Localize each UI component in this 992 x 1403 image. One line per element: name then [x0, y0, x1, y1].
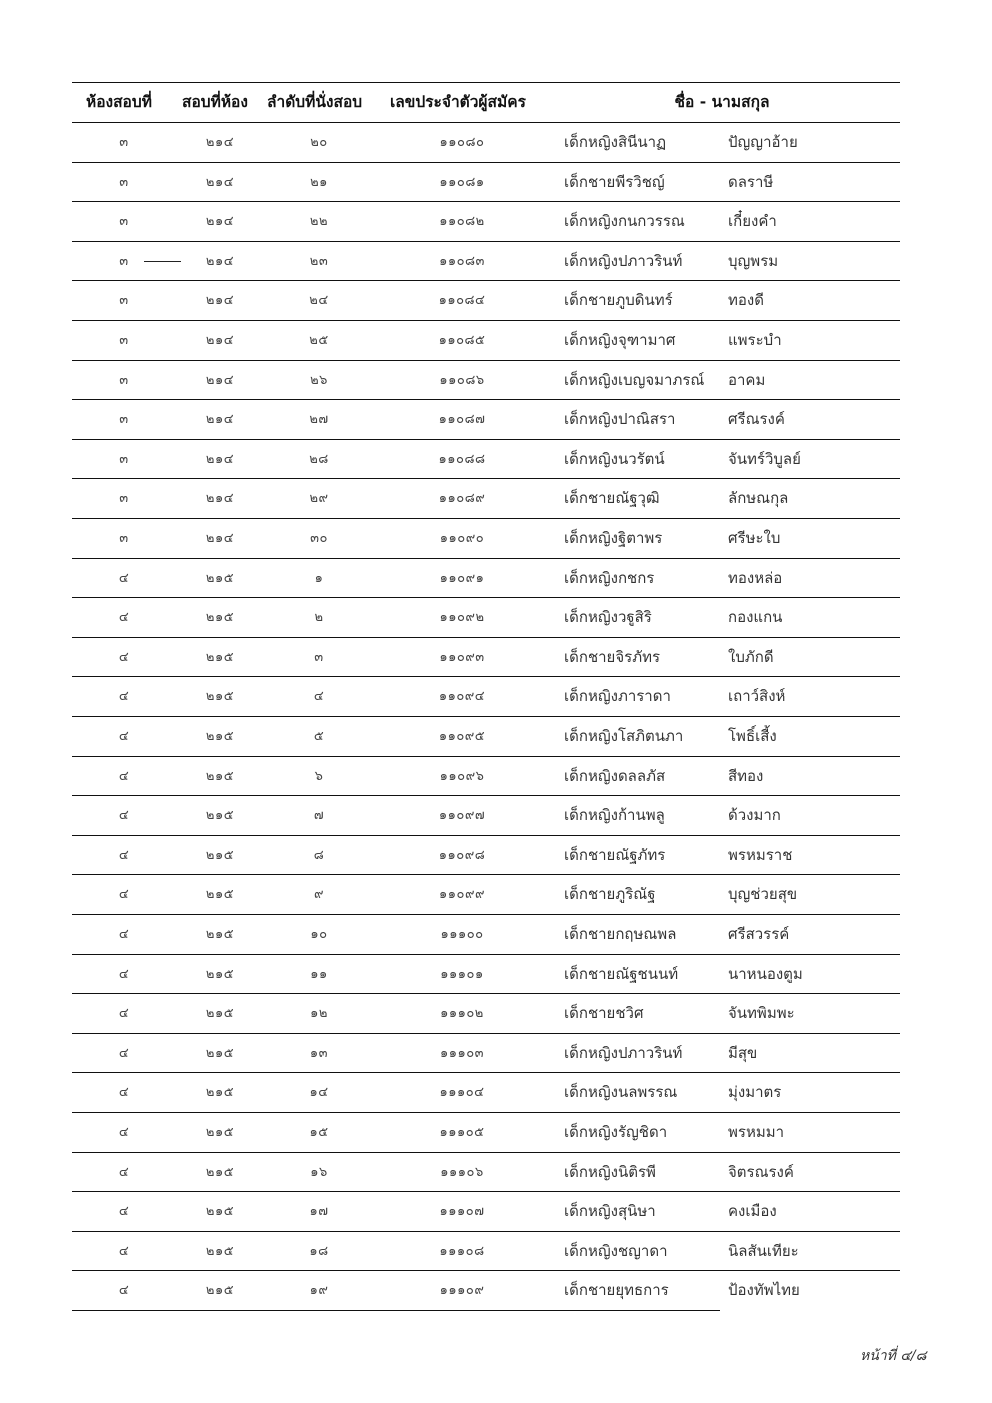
table-row	[72, 954, 900, 994]
table-row	[72, 1231, 900, 1271]
cell-room: ๔	[118, 887, 130, 903]
cell-first-name: เด็กหญิงปภาวรินท์	[564, 1043, 683, 1062]
cell-applicant-id: ๑๑๐๘๔	[438, 293, 486, 309]
cell-last-name: ลักษณกุล	[728, 489, 789, 508]
cell-exam-room: ๒๑๕	[205, 768, 235, 784]
cell-last-name: มุ่งมาตร	[728, 1083, 782, 1102]
cell-applicant-id: ๑๑๑๐๕	[439, 1125, 485, 1140]
cell-exam-room: ๒๑๔	[205, 174, 235, 190]
cell-applicant-id: ๑๑๐๘๖	[439, 372, 485, 388]
cell-applicant-id: ๑๑๐๘๑	[439, 174, 485, 190]
header-room-no: ห้องสอบที่	[86, 93, 152, 111]
cell-applicant-id: ๑๑๑๐๔	[439, 1085, 485, 1101]
cell-first-name: เด็กหญิงดลลภัส	[564, 766, 666, 785]
cell-seat: ๑๐	[310, 927, 328, 942]
cell-seat: ๖	[314, 768, 324, 784]
cell-room: ๓	[119, 253, 129, 269]
cell-room: ๓	[119, 412, 129, 428]
cell-first-name: เด็กหญิงโสภิตนภา	[564, 727, 684, 745]
cell-room: ๔	[118, 1164, 130, 1180]
cell-room: ๔	[118, 1125, 130, 1140]
cell-last-name: ศรีษะใบ	[728, 529, 781, 547]
cell-first-name: เด็กหญิงกชกร	[564, 568, 655, 587]
cell-room: ๓	[119, 491, 129, 507]
cell-seat: ๙	[313, 887, 325, 903]
cell-seat: ๑๙	[309, 1283, 329, 1299]
cell-room: ๓	[119, 174, 129, 190]
cell-first-name: เด็กหญิงนลพรรณ	[564, 1083, 678, 1102]
cell-seat: ๑๒	[310, 1006, 328, 1022]
cell-first-name: เด็กหญิงเบญจมาภรณ์	[564, 370, 705, 389]
cell-room: ๔	[118, 768, 130, 784]
table-row	[72, 1112, 900, 1152]
table-row	[72, 201, 900, 241]
cell-last-name: บุญช่วยสุข	[728, 885, 798, 904]
cell-seat: ๑๕	[309, 1125, 329, 1140]
cell-last-name: โพธิ์เสี้ง	[728, 727, 777, 745]
table-row	[72, 478, 900, 518]
cell-last-name: แพระบำ	[728, 331, 782, 349]
cell-last-name: มีสุข	[728, 1043, 758, 1062]
cell-exam-room: ๒๑๔	[205, 253, 235, 269]
table-row	[72, 993, 900, 1033]
cell-last-name: สีทอง	[728, 766, 764, 785]
cell-room: ๔	[118, 1045, 130, 1061]
cell-last-name: เกี๋ยงคำ	[728, 212, 777, 231]
table-row	[72, 1033, 900, 1073]
cell-exam-room: ๒๑๔	[205, 333, 235, 348]
cell-exam-room: ๒๑๕	[205, 689, 235, 705]
cell-last-name: นิลสันเทียะ	[728, 1241, 799, 1260]
cell-first-name: เด็กหญิงสินีนาฏ	[564, 133, 667, 151]
cell-first-name: เด็กชายภูริณัฐ	[564, 885, 656, 904]
cell-applicant-id: ๑๑๐๘๒	[439, 214, 485, 230]
cell-seat: ๒๔	[309, 293, 329, 309]
cell-last-name: ด้วงมาก	[728, 806, 781, 825]
cell-seat: ๑๓	[309, 1045, 329, 1061]
cell-room: ๓	[119, 135, 129, 150]
table-row	[72, 795, 900, 835]
cell-exam-room: ๒๑๕	[205, 808, 235, 824]
cell-applicant-id: ๑๑๑๐๖	[440, 1164, 484, 1180]
table-row	[72, 280, 900, 320]
cell-first-name: เด็กชายณัฐภัทร	[564, 845, 666, 864]
cell-room: ๓	[119, 214, 129, 230]
cell-seat: ๒๘	[309, 451, 329, 467]
cell-exam-room: ๒๑๔	[205, 451, 235, 467]
table-row	[72, 1191, 900, 1231]
table-row	[72, 439, 900, 479]
cell-last-name: จันทร์วิบูลย์	[728, 449, 801, 468]
cell-room: ๔	[118, 927, 130, 942]
table-row	[72, 597, 900, 637]
cell-applicant-id: ๑๑๑๐๘	[439, 1243, 485, 1259]
cell-room: ๔	[118, 1243, 130, 1259]
table-row	[72, 716, 900, 756]
cell-applicant-id: ๑๑๐๘๗	[438, 412, 486, 428]
cell-room: ๔	[118, 1006, 130, 1022]
header-exam-room: สอบที่ห้อง	[182, 93, 248, 111]
cell-room: ๔	[118, 847, 130, 863]
cell-last-name: ป้องทัพไทย	[728, 1281, 800, 1300]
cell-seat: ๑	[314, 570, 324, 586]
cell-seat: ๕	[313, 729, 325, 744]
cell-first-name: เด็กหญิงกนกวรรณ	[564, 212, 685, 231]
table-row	[72, 1072, 900, 1112]
cell-exam-room: ๒๑๕	[205, 847, 235, 863]
cell-first-name: เด็กหญิงจุฑามาศ	[564, 331, 676, 349]
cell-applicant-id: ๑๑๑๐๓	[439, 1045, 485, 1061]
cell-applicant-id: ๑๑๐๙๗	[438, 808, 486, 824]
cell-seat: ๑๑	[310, 966, 328, 982]
cell-room: ๓	[119, 293, 129, 309]
cell-last-name: ทองหล่อ	[728, 568, 783, 587]
cell-seat: ๒	[314, 610, 324, 626]
cell-last-name: บุญพรม	[728, 251, 779, 270]
cell-applicant-id: ๑๑๐๘๕	[438, 333, 486, 348]
cell-exam-room: ๒๑๔	[205, 412, 235, 428]
cell-exam-room: ๒๑๕	[205, 1204, 235, 1220]
cell-seat: ๑๗	[309, 1204, 329, 1220]
cell-first-name: เด็กหญิงรัญชิดา	[564, 1123, 668, 1141]
cell-seat: ๒๖	[310, 372, 328, 388]
cell-room: ๔	[118, 966, 130, 982]
table-row	[72, 1270, 900, 1310]
cell-seat: ๒๓	[309, 253, 329, 269]
table-header	[72, 82, 900, 122]
cell-seat: ๒๙	[309, 491, 329, 507]
cell-room: ๔	[118, 570, 130, 586]
table-row	[72, 874, 900, 914]
cell-seat: ๒๒	[309, 214, 329, 230]
cell-applicant-id: ๑๑๐๙๘	[438, 847, 486, 863]
cell-last-name: ดลราษี	[728, 172, 774, 191]
table-row	[72, 320, 900, 360]
stray-dash-mark	[144, 261, 181, 262]
cell-exam-room: ๒๑๔	[205, 372, 235, 388]
cell-applicant-id: ๑๑๑๐๙	[439, 1283, 485, 1299]
cell-last-name: นาหนองตูม	[728, 964, 803, 983]
cell-seat: ๑๖	[310, 1164, 328, 1180]
table-row	[72, 162, 900, 202]
cell-applicant-id: ๑๑๐๙๒	[439, 610, 485, 626]
cell-last-name: ศรีณรงค์	[728, 410, 785, 429]
cell-applicant-id: ๑๑๑๐๒	[440, 1006, 484, 1022]
cell-exam-room: ๒๑๕	[205, 649, 235, 665]
table-row	[72, 676, 900, 716]
cell-first-name: เด็กหญิงสุนิษา	[564, 1202, 656, 1221]
cell-room: ๔	[118, 1283, 130, 1299]
cell-seat: ๒๗	[309, 412, 329, 428]
table-row	[72, 558, 900, 598]
cell-first-name: เด็กหญิงนิติรพี	[564, 1162, 656, 1181]
cell-last-name: ใบภักดี	[728, 647, 774, 666]
table-row	[72, 835, 900, 875]
cell-exam-room: ๒๑๕	[205, 1006, 235, 1022]
cell-applicant-id: ๑๑๐๙๐	[439, 531, 485, 546]
cell-first-name: เด็กชายชวิศ	[564, 1004, 644, 1023]
cell-exam-room: ๒๑๕	[205, 966, 235, 982]
cell-applicant-id: ๑๑๑๐๗	[439, 1204, 485, 1220]
table-row	[72, 1152, 900, 1192]
cell-exam-room: ๒๑๕	[205, 1085, 235, 1101]
cell-applicant-id: ๑๑๑๐๑	[440, 966, 484, 982]
cell-exam-room: ๒๑๔	[205, 531, 235, 546]
cell-first-name: เด็กชายจิรภัทร	[564, 647, 661, 666]
cell-exam-room: ๒๑๕	[205, 1045, 235, 1061]
cell-first-name: เด็กหญิงปภาวรินท์	[564, 251, 683, 270]
cell-applicant-id: ๑๑๐๙๑	[439, 570, 485, 586]
table-row	[72, 518, 900, 558]
cell-room: ๓	[119, 333, 129, 348]
cell-first-name: เด็กชายภูบดินทร์	[564, 291, 673, 310]
header-applicant-id: เลขประจำตัวผู้สมัคร	[390, 93, 526, 111]
cell-room: ๓	[119, 451, 129, 467]
table-row	[72, 241, 900, 281]
cell-last-name: พรหมราช	[728, 845, 793, 864]
cell-exam-room: ๒๑๔	[205, 293, 235, 309]
cell-last-name: กองแกน	[728, 608, 783, 627]
cell-exam-room: ๒๑๔	[205, 135, 235, 150]
cell-applicant-id: ๑๑๐๘๐	[439, 135, 485, 150]
row-rule	[72, 1310, 720, 1311]
cell-seat: ๔	[313, 689, 325, 705]
cell-room: ๔	[118, 1085, 130, 1101]
cell-last-name: ปัญญาอ้าย	[728, 133, 798, 151]
cell-applicant-id: ๑๑๐๙๓	[439, 649, 485, 665]
cell-first-name: เด็กหญิงก้านพลู	[564, 806, 665, 825]
cell-room: ๔	[118, 1204, 130, 1220]
cell-last-name: จันทพิมพะ	[728, 1004, 795, 1023]
cell-applicant-id: ๑๑๐๘๓	[439, 253, 485, 269]
cell-exam-room: ๒๑๔	[205, 491, 235, 507]
cell-last-name: เถาว์สิงห์	[728, 687, 786, 706]
cell-last-name: พรหมมา	[728, 1123, 785, 1141]
cell-last-name: อาคม	[728, 370, 766, 389]
cell-exam-room: ๒๑๕	[205, 1283, 235, 1299]
table-row	[72, 399, 900, 439]
cell-exam-room: ๒๑๕	[205, 570, 235, 586]
cell-room: ๓	[119, 531, 129, 546]
table-row	[72, 637, 900, 677]
cell-first-name: เด็กชายพีรวิชญ์	[564, 172, 665, 191]
cell-room: ๔	[118, 729, 130, 744]
cell-first-name: เด็กชายยุทธการ	[564, 1281, 669, 1300]
cell-applicant-id: ๑๑๐๙๙	[439, 887, 485, 903]
cell-applicant-id: ๑๑๑๐๐	[440, 927, 484, 942]
table-row	[72, 360, 900, 400]
cell-seat: ๑๘	[309, 1243, 329, 1259]
cell-seat: ๒๐	[310, 135, 328, 150]
cell-room: ๔	[118, 610, 130, 626]
cell-applicant-id: ๑๑๐๙๔	[438, 689, 486, 705]
cell-room: ๔	[118, 808, 130, 824]
cell-applicant-id: ๑๑๐๘๘	[438, 451, 486, 467]
cell-first-name: เด็กหญิงปาณิสรา	[564, 410, 676, 429]
cell-first-name: เด็กหญิงวฐูสิริ	[564, 608, 652, 627]
cell-first-name: เด็กชายกฤษณพล	[564, 925, 677, 943]
cell-seat: ๑๔	[309, 1085, 329, 1101]
cell-first-name: เด็กชายณัฐชนนท์	[564, 964, 679, 983]
cell-seat: ๒๑	[310, 174, 328, 190]
header-full-name: ชื่อ - นามสกุล	[674, 93, 770, 111]
table-row	[72, 756, 900, 796]
cell-last-name: ทองดี	[728, 291, 764, 310]
cell-first-name: เด็กชายณัฐวุฒิ	[564, 489, 660, 508]
cell-exam-room: ๒๑๕	[205, 927, 235, 942]
header-seat-no: ลำดับที่นั่งสอบ	[267, 93, 363, 111]
cell-seat: ๒๕	[309, 333, 329, 348]
page-number: หน้าที่ ๔/๘	[860, 1348, 927, 1364]
cell-room: ๓	[119, 372, 129, 388]
cell-first-name: เด็กหญิงชญาดา	[564, 1241, 668, 1260]
cell-applicant-id: ๑๑๐๘๙	[438, 491, 486, 507]
cell-exam-room: ๒๑๕	[205, 1125, 235, 1140]
cell-first-name: เด็กหญิงฐิตาพร	[564, 529, 663, 547]
cell-exam-room: ๒๑๕	[205, 1243, 235, 1259]
cell-applicant-id: ๑๑๐๙๖	[439, 768, 485, 784]
cell-applicant-id: ๑๑๐๙๕	[438, 729, 486, 744]
cell-room: ๔	[118, 689, 130, 705]
cell-exam-room: ๒๑๕	[205, 887, 235, 903]
cell-seat: ๘	[313, 847, 325, 863]
cell-exam-room: ๒๑๕	[205, 1164, 235, 1180]
cell-last-name: คงเมือง	[728, 1202, 777, 1221]
table-row	[72, 914, 900, 954]
cell-last-name: จิตรณรงค์	[728, 1162, 794, 1181]
cell-last-name: ศรีสวรรค์	[728, 925, 790, 943]
cell-seat: ๓	[314, 649, 324, 665]
cell-exam-room: ๒๑๔	[205, 214, 235, 230]
cell-exam-room: ๒๑๕	[205, 729, 235, 744]
cell-room: ๔	[118, 649, 130, 665]
table-row	[72, 122, 900, 162]
cell-first-name: เด็กหญิงภาราดา	[564, 687, 671, 706]
cell-seat: ๓๐	[310, 531, 328, 546]
cell-first-name: เด็กหญิงนวรัตน์	[564, 449, 665, 468]
cell-seat: ๗	[313, 808, 325, 824]
cell-exam-room: ๒๑๕	[205, 610, 235, 626]
